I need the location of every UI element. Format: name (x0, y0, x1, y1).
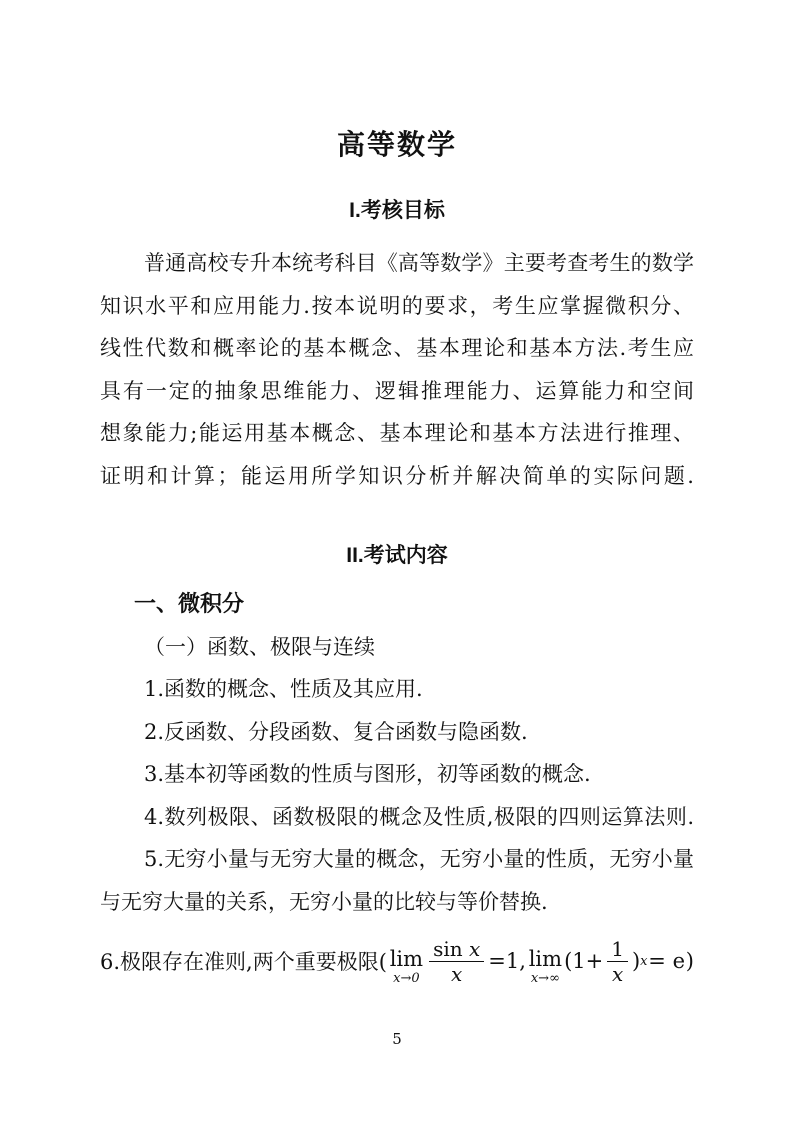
syllabus-item-4: 4.数列极限、函数极限的概念及性质,极限的四则运算法则. (144, 804, 694, 829)
intro-line: 想象能力;能运用基本概念、基本理论和基本方法进行推理、 (100, 421, 694, 445)
intro-line: 普通高校专升本统考科目《高等数学》主要考查考生的数学 (144, 251, 694, 275)
syllabus-item-3: 3.基本初等函数的性质与图形，初等函数的概念. (144, 762, 591, 786)
chapter-heading-calculus: 一、微积分 (134, 591, 245, 616)
page-number: 5 (392, 1030, 402, 1048)
fraction-sinx-over-x: $\frac{\text{sin x}}{x}$ (429, 938, 484, 985)
exponent-x: x (640, 953, 648, 969)
close-group: ) (631, 949, 641, 973)
section-heading-goal: I.考核目标 (349, 199, 445, 222)
equals-e: = e (648, 949, 685, 973)
syllabus-item-5-line-2: 与无穷大量的关系，无穷小量的比较与等价替换. (100, 889, 548, 914)
intro-line: 证明和计算；能运用所学知识分析并解决简单的实际问题. (100, 463, 694, 488)
open-group: (1+ (564, 949, 604, 973)
intro-line: 线性代数和概率论的基本概念、基本理论和基本方法.考生应 (100, 336, 694, 360)
syllabus-item-2: 2.反函数、分段函数、复合函数与隐函数. (144, 719, 528, 744)
topic-heading-functions-limits: （一）函数、极限与连续 (144, 634, 375, 659)
intro-paragraph (100, 242, 694, 497)
limit-operator-x-to-infinity: lim x→∞ (528, 947, 563, 986)
syllabus-item-1: 1.函数的概念、性质及其应用. (144, 677, 423, 701)
formula-separator: , (519, 949, 526, 973)
intro-line: 知识水平和应用能力.按本说明的要求，考生应掌握微积分、 (100, 293, 694, 318)
intro-line: 具有一定的抽象思维能力、逻辑推理能力、运算能力和空间 (100, 378, 694, 403)
formula-prefix-text: 6.极限存在准则,两个重要极限( (100, 950, 387, 974)
syllabus-item-6-formula (100, 929, 694, 993)
equals-one: =1 (488, 949, 520, 973)
formula-suffix-text: ) (685, 949, 694, 973)
doc-title: 高等数学 (336, 129, 457, 160)
limit-operator-x-to-0: lim x→0 (389, 947, 424, 986)
section-heading-content: II.考试内容 (346, 544, 448, 567)
syllabus-item-5-line-1: 5.无穷小量与无穷大量的概念，无穷小量的性质，无穷小量 (144, 847, 694, 871)
fraction-one-over-x: $\frac{1}{x}$ (607, 938, 628, 985)
